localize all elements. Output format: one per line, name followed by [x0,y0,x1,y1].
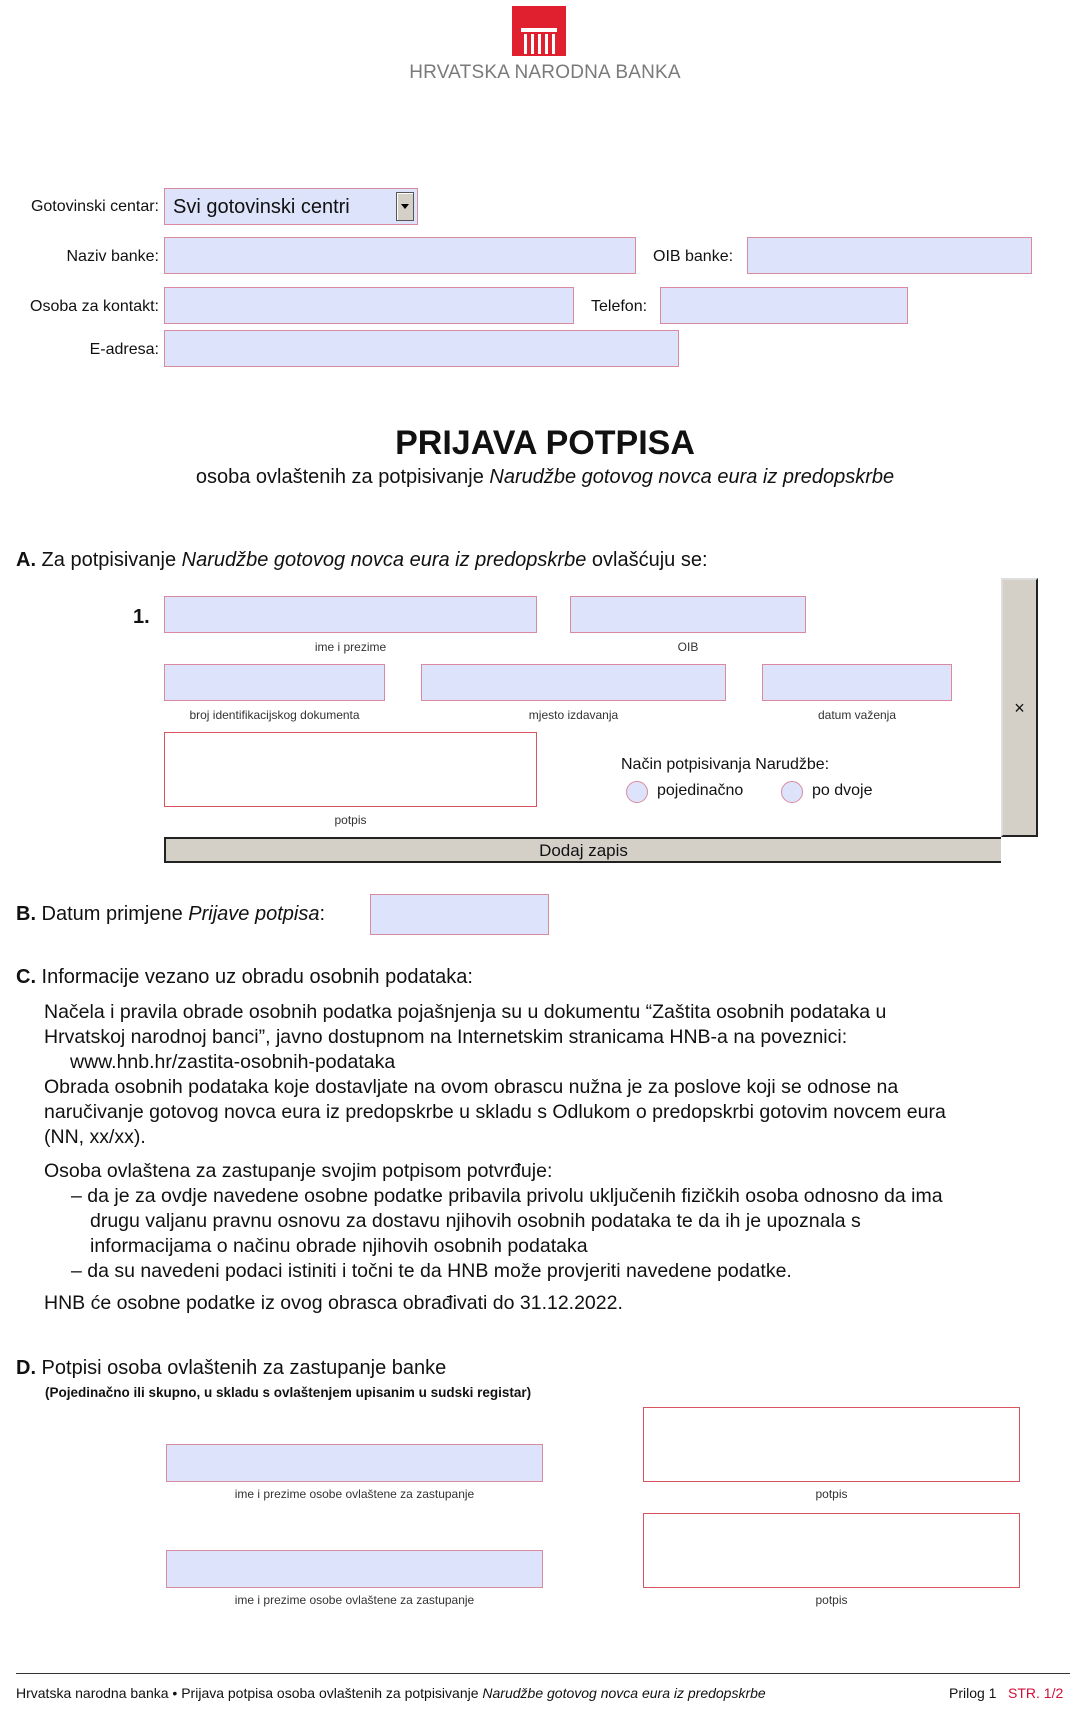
signer-oib-caption: OIB [677,640,699,654]
privacy-line: (NN, xx/xx). [44,1126,146,1148]
section-b-letter: B. [16,903,36,925]
representative-2-name-input[interactable] [166,1550,543,1588]
remove-record-button[interactable] [1001,578,1038,837]
representative-2-signature-box[interactable] [643,1513,1020,1588]
signer-name-caption: ime i prezime [314,640,387,654]
record-number: 1. [133,606,150,628]
phone-input[interactable] [660,287,908,324]
id-document-caption: broj identifikacijskog dokumenta [189,708,360,722]
chevron-down-icon [401,204,409,209]
section-d-note: (Pojedinačno ili skupno, u skladu s ovlaštenjem upisanim u sudski registar) [45,1385,532,1400]
signing-mode-individual-label: pojedinačno [657,782,744,799]
section-a-italic: Narudžbe gotovog novca eura iz predopskrbe [181,549,587,571]
email-input[interactable] [164,330,679,367]
footer-plain: Hrvatska narodna banka • Prijava potpisa osoba ovlaštenih za potpisivanje [16,1685,483,1701]
privacy-bullet-cont: drugu valjanu pravnu osnovu za dostavu njihovih osobnih podataka te da ih je upoznala s [90,1210,861,1232]
footer-attachment: Prilog 1 [949,1685,997,1701]
representative-1-name-input[interactable] [166,1444,543,1482]
phone-label: Telefon: [591,298,648,315]
bank-oib-input[interactable] [747,237,1032,274]
bank-oib-label: OIB banke: [653,248,734,265]
privacy-bullet: – da su navedeni podaci istiniti i točni te da HNB može provjeriti navedene podatke. [71,1260,792,1282]
section-a-letter: A. [16,549,36,571]
footer-text [16,1685,766,1701]
application-date-input[interactable] [370,894,549,935]
section-c-letter: C. [16,966,36,988]
privacy-line: Obrada osobnih podataka koje dostavljate na ovom obrascu nužna je za poslove koji se odnose na [44,1076,899,1098]
privacy-bullet: – da je za ovdje navedene osobne podatke pribavila privolu uključenih fizičkih osoba odnosno da ima [71,1185,943,1207]
bank-name-input[interactable] [164,237,636,274]
page-title: PRIJAVA POTPISA [395,424,695,462]
section-a-text-after: ovlašćuju se: [586,549,708,571]
cash-center-select[interactable] [164,188,418,225]
page-subtitle [0,466,1090,489]
section-d-heading [16,1357,446,1380]
privacy-link[interactable]: www.hnb.hr/zastita-osobnih-podataka [70,1051,396,1073]
section-a-text: Za potpisivanje [36,549,182,571]
signing-mode-pair-radio[interactable] [781,781,803,803]
footer-italic: Narudžbe gotovog novca eura iz predopskrbe [482,1685,766,1701]
add-record-label: Dodaj zapis [539,841,628,860]
bank-name-label: Naziv banke: [66,248,159,265]
privacy-line: Osoba ovlaštena za zastupanje svojim potpisom potvrđuje: [44,1160,553,1182]
representative-2-name-caption: ime i prezime osobe ovlaštene za zastupanje [234,1593,475,1607]
section-b-colon: : [319,903,326,925]
issue-place-caption: mjesto izdavanja [528,708,619,722]
section-d-letter: D. [16,1357,36,1379]
privacy-line: HNB će osobne podatke iz ovog obrasca obrađivati do 31.12.2022. [44,1292,623,1314]
footer-page-number: STR. 1/2 [1008,1685,1064,1701]
dropdown-arrow-button[interactable] [396,192,414,221]
cash-center-label: Gotovinski centar: [30,198,159,215]
subtitle-plain: osoba ovlaštenih za potpisivanje [195,466,490,488]
issue-place-input[interactable] [421,664,726,701]
section-b-italic: Prijave potpisa [188,903,320,925]
subtitle-italic: Narudžbe gotovog novca eura iz predopskrbe [489,466,895,488]
signer-signature-caption: potpis [334,813,367,827]
section-c-title: Informacije vezano uz obradu osobnih podataka: [36,966,473,988]
section-b-text: Datum primjene [36,903,189,925]
privacy-line: Hrvatskoj narodnoj banci”, javno dostupnom na Internetskim stranicama HNB-a na poveznici: [44,1026,848,1048]
cash-center-value: Svi gotovinski centri [173,196,350,218]
privacy-bullet-cont: informacijama o načinu obrade njihovih osobnih podataka [90,1235,588,1257]
logo-text: HRVATSKA NARODNA BANKA [409,62,681,83]
bank-columns-icon [512,6,566,56]
email-label: E-adresa: [89,341,159,358]
section-c-heading [16,966,473,989]
add-record-button[interactable] [164,837,1001,863]
signing-mode-label: Način potpisivanja Narudžbe: [621,756,830,773]
footer-divider [16,1673,1070,1674]
section-b-heading [16,903,325,926]
signing-mode-individual-radio[interactable] [626,781,648,803]
privacy-line: naručivanje gotovog novca eura iz predopskrbe u skladu s Odlukom o predopskrbi gotovim novcem eura [44,1101,946,1123]
close-icon: × [1014,698,1025,718]
representative-2-signature-caption: potpis [815,1593,848,1607]
section-d-title: Potpisi osoba ovlaštenih za zastupanje banke [36,1357,447,1379]
contact-person-label: Osoba za kontakt: [30,298,159,315]
representative-1-signature-box[interactable] [643,1407,1020,1482]
signer-name-input[interactable] [164,596,537,633]
signing-mode-pair-label: po dvoje [812,782,873,799]
representative-1-name-caption: ime i prezime osobe ovlaštene za zastupanje [234,1487,475,1501]
representative-1-signature-caption: potpis [815,1487,848,1501]
validity-date-caption: datum važenja [817,708,897,722]
validity-date-input[interactable] [762,664,952,701]
section-a-heading [16,549,708,572]
signer-oib-input[interactable] [570,596,806,633]
contact-person-input[interactable] [164,287,574,324]
signer-signature-box[interactable] [164,732,537,807]
hnb-logo [512,6,566,56]
privacy-line: Načela i pravila obrade osobnih podatka pojašnjenja su u dokumentu “Zaštita osobnih podataka u [44,1001,887,1023]
id-document-input[interactable] [164,664,385,701]
